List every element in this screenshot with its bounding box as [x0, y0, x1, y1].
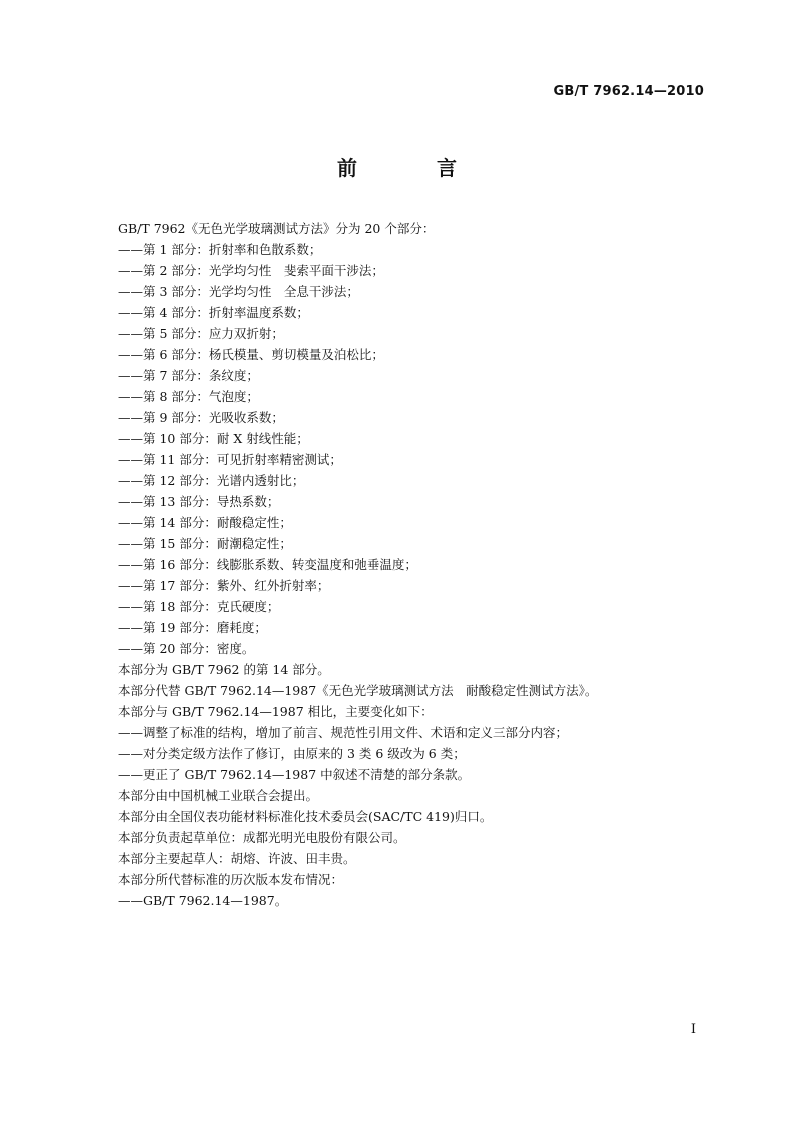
text-line: GB/T 7962《无色光学玻璃测试方法》分为 20 个部分：: [118, 221, 435, 236]
text-line: 本部分由全国仪表功能材料标准化技术委员会(SAC/TC 419)归口。: [118, 809, 493, 824]
text-line: ——更正了 GB/T 7962.14—1987 中叙述不清楚的部分条款。: [118, 767, 471, 782]
text-line: 本部分与 GB/T 7962.14—1987 相比，主要变化如下：: [118, 704, 433, 719]
text-line: ——第 8 部分：气泡度；: [118, 389, 259, 404]
text-line: ——第 3 部分：光学均匀性 全息干涉法；: [118, 284, 359, 299]
text-line: ——第 14 部分：耐酸稳定性；: [118, 515, 292, 530]
page-title: 前 言: [337, 156, 487, 180]
text-line: ——第 11 部分：可见折射率精密测试；: [118, 452, 342, 467]
text-line: ——第 17 部分：紫外、红外折射率；: [118, 578, 330, 593]
text-line: ——第 12 部分：光谱内透射比；: [118, 473, 305, 488]
text-line: ——第 13 部分：导热系数；: [118, 494, 280, 509]
text-line: ——第 18 部分：克氏硬度；: [118, 599, 280, 614]
foreword-body: [118, 218, 718, 911]
text-line: ——第 7 部分：条纹度；: [118, 368, 259, 383]
text-line: ——第 4 部分：折射率温度系数；: [118, 305, 309, 320]
text-line: 本部分主要起草人：胡熔、许波、田丰贵。: [118, 851, 356, 866]
text-line: ——GB/T 7962.14—1987。: [118, 893, 288, 908]
text-line: ——第 16 部分：线膨胀系数、转变温度和弛垂温度；: [118, 557, 417, 572]
text-line: ——第 9 部分：光吸收系数；: [118, 410, 284, 425]
text-line: ——第 6 部分：杨氏模量、剪切模量及泊松比；: [118, 347, 384, 362]
page-number: I: [690, 1022, 696, 1037]
text-line: ——第 10 部分：耐 X 射线性能；: [118, 431, 309, 446]
text-line: ——对分类定级方法作了修订，由原来的 3 类 6 级改为 6 类；: [118, 746, 466, 761]
text-line: 本部分为 GB/T 7962 的第 14 部分。: [118, 662, 330, 677]
text-line: 本部分由中国机械工业联合会提出。: [118, 788, 319, 803]
text-line: ——第 20 部分：密度。: [118, 641, 255, 656]
text-line: ——第 19 部分：磨耗度；: [118, 620, 267, 635]
text-line: ——第 5 部分：应力双折射；: [118, 326, 284, 341]
standard-number: GB/T 7962.14—2010: [553, 84, 704, 99]
text-line: 本部分负责起草单位：成都光明光电股份有限公司。: [118, 830, 406, 845]
text-line: ——第 15 部分：耐潮稳定性；: [118, 536, 292, 551]
text-line: ——调整了标准的结构，增加了前言、规范性引用文件、术语和定义三部分内容；: [118, 725, 569, 740]
text-line: ——第 1 部分：折射率和色散系数；: [118, 242, 322, 257]
text-line: 本部分代替 GB/T 7962.14—1987《无色光学玻璃测试方法 耐酸稳定性测试方法》。: [118, 683, 598, 698]
text-line: ——第 2 部分：光学均匀性 斐索平面干涉法；: [118, 263, 384, 278]
text-line: 本部分所代替标准的历次版本发布情况：: [118, 872, 344, 887]
